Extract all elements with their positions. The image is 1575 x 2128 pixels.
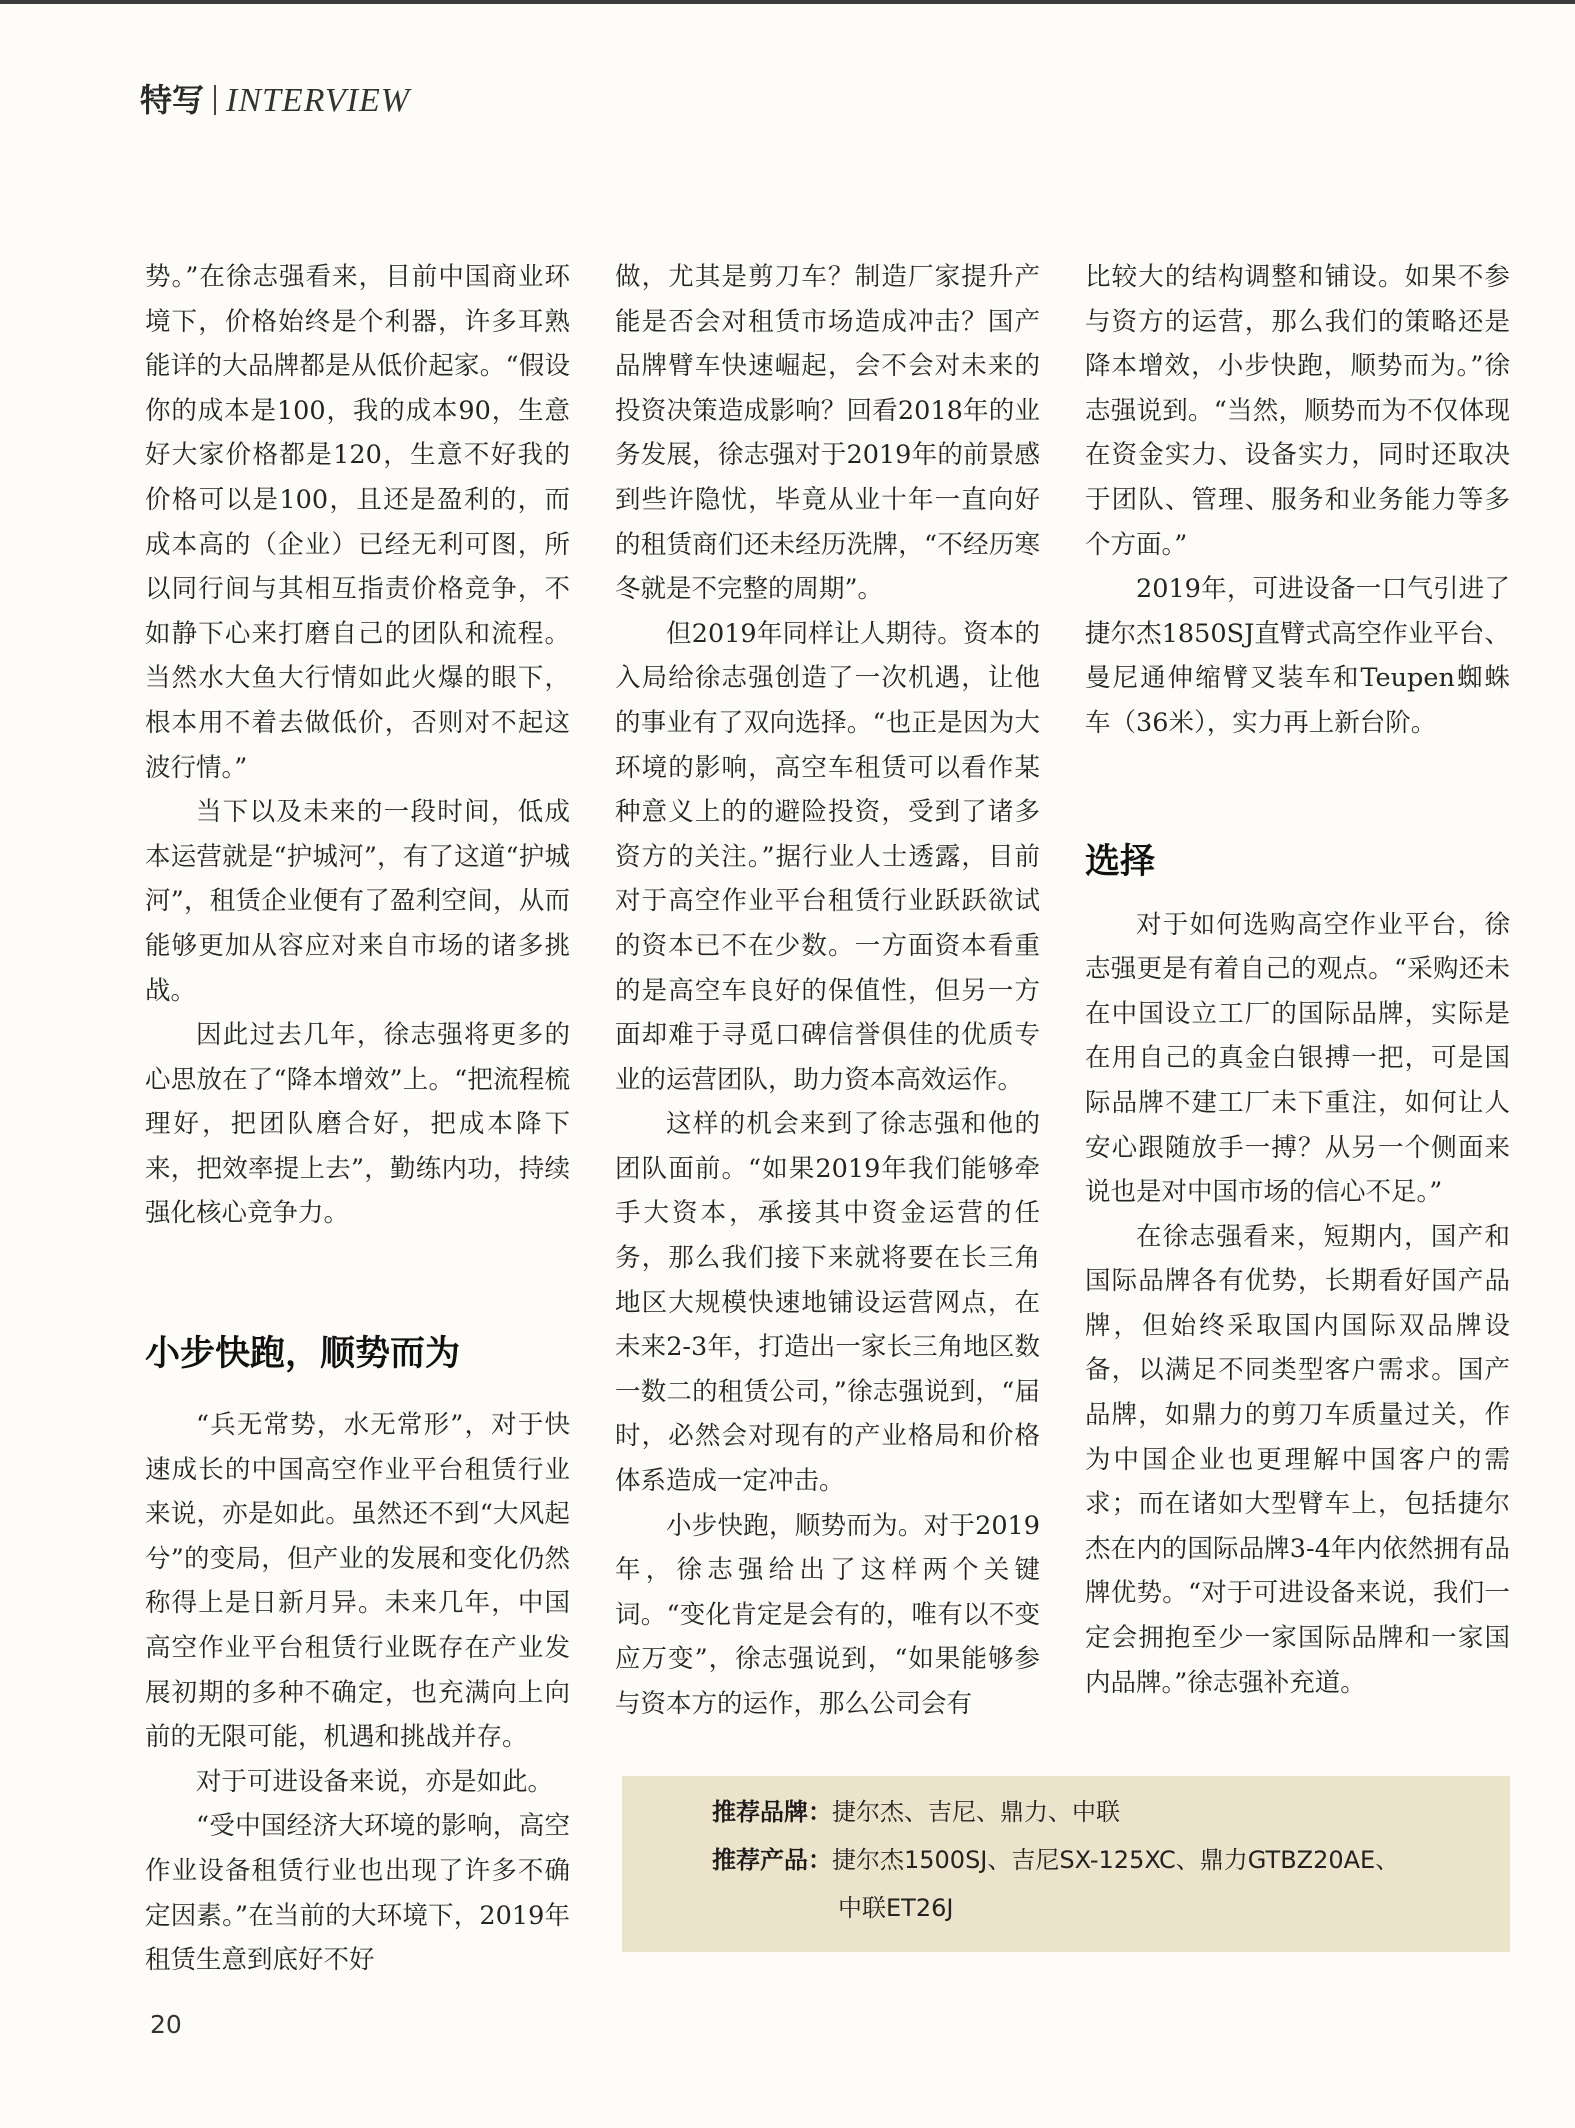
paragraph: 在徐志强看来，短期内，国产和国际品牌各有优势，长期看好国产品牌，但始终采取国内国际双品牌设备，以满足不同类型客户需求。国产品牌，如鼎力的剪刀车质量过关，作为中国企业也更理解中国客户的需求；而在诸如大型臂车上，包括捷尔杰在内的国际品牌3-4年内依然拥有品牌优势。“对于可进设备来说，我们一定会拥抱至少一家国际品牌和一家国内品牌。”徐志强补充道。 (1085, 1221, 1510, 1698)
paragraph: 对于可进设备来说，亦是如此。 (196, 1766, 554, 1797)
section-label-en: INTERVIEW (226, 82, 411, 119)
recommend-box (622, 1776, 1510, 1952)
recommend-product-value-2: 中联ET26J (838, 1894, 954, 1922)
header-divider (214, 85, 216, 115)
section-label: 特写 (140, 81, 205, 119)
recommend-brand-row (712, 1792, 1120, 1832)
page-number: 20 (150, 2010, 182, 2039)
paragraph: 当下以及未来的一段时间，低成本运营就是“护城河”，有了这道“护城河”，租赁企业便有了盈利空间，从而能够更加从容应对来自市场的诸多挑战。 (145, 797, 570, 1006)
subheading: 小步快跑，顺势而为 (145, 1334, 461, 1375)
subheading: 选择 (1085, 841, 1156, 882)
recommend-brand-value: 捷尔杰、吉尼、鼎力、中联 (832, 1798, 1120, 1826)
recommend-product-row-2 (838, 1888, 953, 1928)
recommend-brand-label: 推荐品牌： (712, 1798, 832, 1826)
paragraph: 做，尤其是剪刀车？制造厂家提升产能是否会对租赁市场造成冲击？国产品牌臂车快速崛起，会不会对未来的投资决策造成影响？回看2018年的业务发展，徐志强对于2019年的前景感到些许隐忧，毕竟从业十年一直向好的租赁商们还未经历洗牌，“不经历寒冬就是不完整的周期”。 (615, 262, 1040, 605)
paragraph: 对于如何选购高空作业平台，徐志强更是有着自己的观点。“采购还未在中国设立工厂的国际品牌，实际是在用自己的真金白银搏一把，可是国际品牌不建工厂未下重注，如何让人安心跟随放手一搏？从另一个侧面来说也是对中国市场的信心不足。” (1085, 909, 1510, 1208)
paragraph: 小步快跑，顺势而为。对于2019年，徐志强给出了这样两个关键词。“变化肯定是会有的，唯有以不变应万变”，徐志强说到，“如果能够参与资本方的运作，那么公司会有 (615, 1510, 1040, 1719)
article-column-1 (145, 255, 570, 1983)
paragraph: 这样的机会来到了徐志强和他的团队面前。“如果2019年我们能够牵手大资本，承接其中资金运营的任务，那么我们接下来就将要在长三角地区大规模快速地铺设运营网点，在未来2-3年，打造出一家长三角地区数一数二的租赁公司，”徐志强说到，“届时，必然会对现有的产业格局和价格体系造成一定冲击。 (615, 1109, 1040, 1497)
article-column-2 (615, 255, 1040, 1727)
recommend-product-label: 推荐产品： (712, 1846, 832, 1874)
paragraph: “受中国经济大环境的影响，高空作业设备租赁行业也出现了许多不确定因素。”在当前的大环境下，2019年租赁生意到底好不好 (145, 1811, 570, 1976)
paragraph: 因此过去几年，徐志强将更多的心思放在了“降本增效”上。“把流程梳理好，把团队磨合好，把成本降下来，把效率提上去”，勤练内功，持续强化核心竞争力。 (145, 1020, 570, 1229)
paragraph: 势。”在徐志强看来，目前中国商业环境下，价格始终是个利器，许多耳熟能详的大品牌都是从低价起家。“假设你的成本是100，我的成本90，生意好大家价格都是120，生意不好我的价格可以是100，且还是盈利的，而成本高的（企业）已经无利可图，所以同行间与其相互指责价格竞争，不如静下心来打磨自己的团队和流程。当然水大鱼大行情如此火爆的眼下，根本用不着去做低价，否则对不起这波行情。” (145, 262, 570, 783)
top-rule (0, 0, 1575, 4)
article-column-3 (1085, 255, 1510, 1705)
recommend-product-value: 捷尔杰1500SJ、吉尼SX-125XC、鼎力GTBZ20AE、 (832, 1846, 1400, 1874)
paragraph: “兵无常势，水无常形”，对于快速成长的中国高空作业平台租赁行业来说，亦是如此。虽然还不到“大风起兮”的变局，但产业的发展和变化仍然称得上是日新月异。未来几年，中国高空作业平台租赁行业既存在产业发展初期的多种不确定，也充满向上向前的无限可能，机遇和挑战并存。 (145, 1410, 570, 1753)
paragraph: 但2019年同样让人期待。资本的入局给徐志强创造了一次机遇，让他的事业有了双向选择。“也正是因为大环境的影响，高空车租赁可以看作某种意义上的的避险投资，受到了诸多资方的关注。”据行业人士透露，目前对于高空作业平台租赁行业跃跃欲试的资本已不在少数。一方面资本看重的是高空车良好的保值性，但另一方面却难于寻觅口碑信誉俱佳的优质专业的运营团队，助力资本高效运作。 (615, 618, 1040, 1095)
paragraph: 2019年，可进设备一口气引进了捷尔杰1850SJ直臂式高空作业平台、曼尼通伸缩臂叉装车和Teupen蜘蛛车（36米），实力再上新台阶。 (1085, 574, 1510, 738)
paragraph: 比较大的结构调整和铺设。如果不参与资方的运营，那么我们的策略还是降本增效，小步快跑，顺势而为。”徐志强说到。“当然，顺势而为不仅体现在资金实力、设备实力，同时还取决于团队、管理、服务和业务能力等多个方面。” (1085, 262, 1510, 560)
section-header (140, 80, 410, 121)
recommend-product-row (712, 1840, 1399, 1880)
